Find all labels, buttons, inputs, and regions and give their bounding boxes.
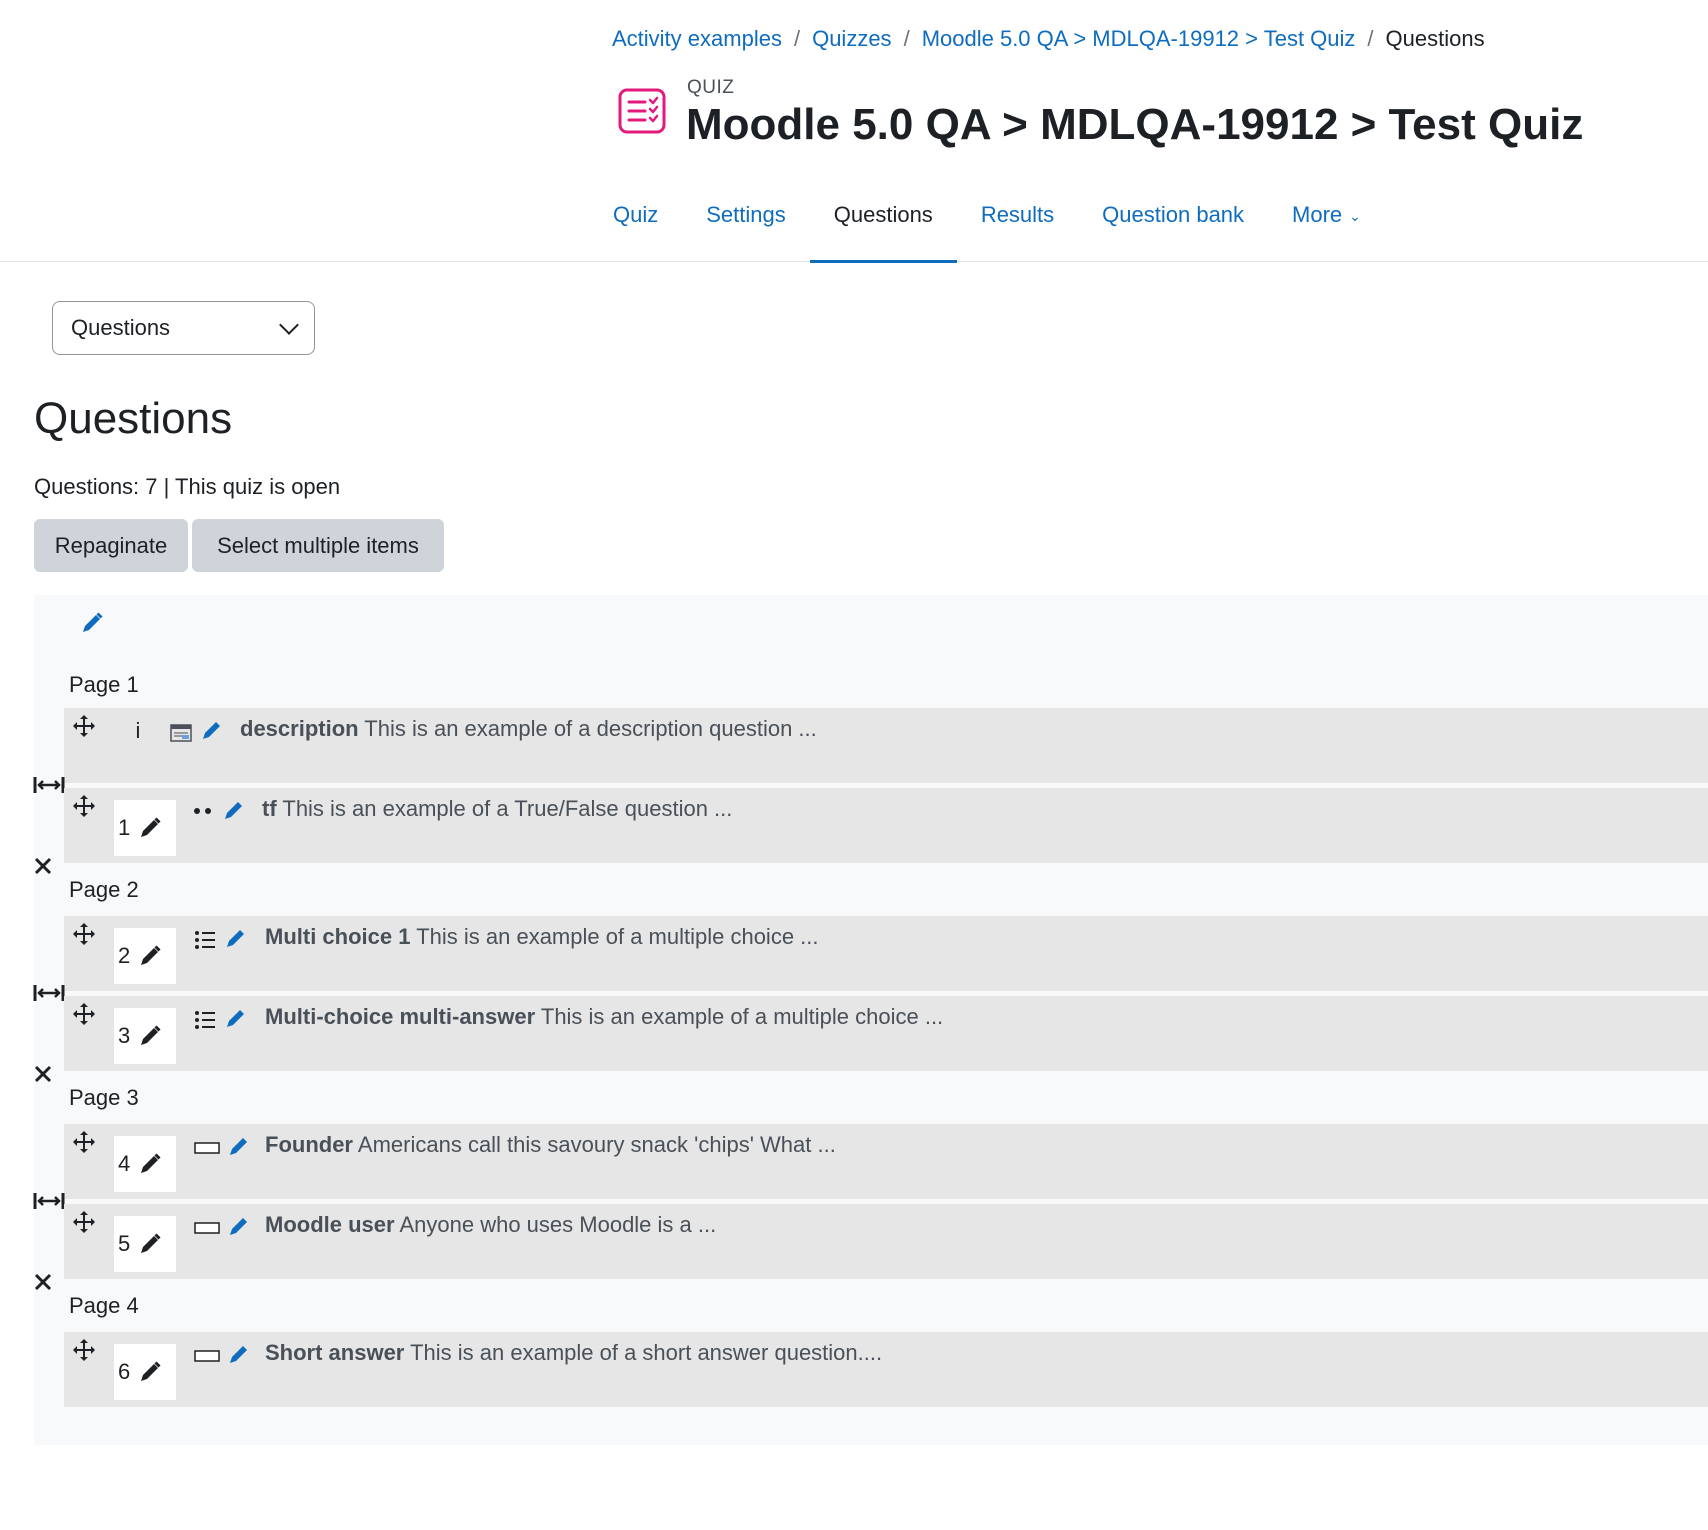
question-text[interactable] bbox=[240, 716, 817, 742]
question-row-short-answer bbox=[64, 1332, 1708, 1407]
move-icon[interactable] bbox=[72, 1338, 96, 1362]
edit-question-icon[interactable] bbox=[227, 1134, 251, 1158]
breadcrumb-activity-examples[interactable]: Activity examples bbox=[612, 26, 782, 51]
repaginate-button[interactable]: Repaginate bbox=[34, 519, 188, 572]
breadcrumb-separator: / bbox=[903, 26, 910, 51]
edit-maxmark-icon[interactable] bbox=[138, 1152, 162, 1176]
question-summary: This is an example of a True/False question ... bbox=[282, 796, 733, 821]
move-icon[interactable] bbox=[72, 714, 96, 738]
edit-question-icon[interactable] bbox=[227, 1342, 251, 1366]
tab-label: Question bank bbox=[1102, 202, 1245, 227]
edit-question-icon[interactable] bbox=[227, 1214, 251, 1238]
chevron-down-icon: ⌄ bbox=[1349, 208, 1361, 224]
question-text[interactable] bbox=[265, 1004, 943, 1030]
multichoice-icon bbox=[194, 930, 216, 950]
shortanswer-icon bbox=[194, 1350, 220, 1362]
question-summary: This is an example of a multiple choice ... bbox=[540, 1004, 944, 1029]
question-name: description bbox=[240, 716, 359, 741]
edit-maxmark-icon[interactable] bbox=[138, 1024, 162, 1048]
question-number-box bbox=[114, 800, 176, 856]
question-name: Moodle user bbox=[265, 1212, 395, 1237]
move-icon[interactable] bbox=[72, 794, 96, 818]
edit-maxmark-icon[interactable] bbox=[138, 816, 162, 840]
select-multiple-button[interactable]: Select multiple items bbox=[192, 519, 444, 572]
edit-question-icon[interactable] bbox=[200, 718, 224, 742]
quiz-icon bbox=[618, 88, 666, 134]
question-text[interactable] bbox=[265, 924, 819, 950]
question-summary: Anyone who uses Moodle is a ... bbox=[399, 1212, 717, 1237]
page-header bbox=[0, 0, 1708, 262]
question-name: Multi-choice multi-answer bbox=[265, 1004, 536, 1029]
tab-label: More bbox=[1292, 202, 1343, 227]
move-icon[interactable] bbox=[72, 1210, 96, 1234]
question-number: 5 bbox=[118, 1231, 131, 1256]
breadcrumb-separator: / bbox=[1367, 26, 1374, 51]
breadcrumb-separator: / bbox=[793, 26, 801, 51]
edit-maxmark-icon[interactable] bbox=[138, 944, 162, 968]
question-number-box bbox=[114, 1216, 176, 1272]
edit-maxmark-icon[interactable] bbox=[138, 1232, 162, 1256]
shortanswer-icon bbox=[194, 1142, 220, 1154]
tab-label: Settings bbox=[706, 202, 786, 227]
quiz-status: Questions: 7 | This quiz is open bbox=[34, 474, 341, 499]
move-icon[interactable] bbox=[72, 922, 96, 946]
question-number-box bbox=[114, 1136, 176, 1192]
question-summary: Americans call this savoury snack 'chips' What ... bbox=[357, 1132, 836, 1157]
breadcrumb-current: Questions bbox=[1385, 26, 1485, 51]
page-break-icon[interactable] bbox=[33, 1190, 65, 1212]
question-number-box bbox=[114, 928, 176, 984]
remove-page-break-icon[interactable] bbox=[33, 1064, 53, 1084]
question-name: Multi choice 1 bbox=[265, 924, 411, 949]
move-icon[interactable] bbox=[72, 1002, 96, 1026]
page-label-3: Page 3 bbox=[69, 1085, 139, 1110]
question-row-founder bbox=[64, 1124, 1708, 1199]
page-break-icon[interactable] bbox=[33, 982, 65, 1004]
question-row-moodle-user bbox=[64, 1204, 1708, 1279]
question-summary: This is an example of a description question ... bbox=[364, 716, 817, 741]
question-number: 1 bbox=[118, 815, 131, 840]
question-row-tf bbox=[64, 788, 1708, 863]
tab-quiz[interactable] bbox=[589, 192, 682, 262]
description-icon bbox=[170, 724, 192, 742]
question-name: Short answer bbox=[265, 1340, 405, 1365]
question-text[interactable] bbox=[265, 1340, 882, 1366]
remove-page-break-icon[interactable] bbox=[33, 1272, 53, 1292]
question-row-description bbox=[64, 708, 1708, 783]
page-break-icon[interactable] bbox=[33, 774, 65, 796]
question-number: 6 bbox=[118, 1359, 131, 1384]
question-name: tf bbox=[262, 796, 277, 821]
edit-maxmark-icon[interactable] bbox=[138, 1360, 162, 1384]
chevron-down-icon bbox=[279, 315, 299, 335]
tab-settings[interactable] bbox=[682, 192, 810, 262]
question-number-box bbox=[114, 1344, 176, 1400]
question-text[interactable] bbox=[262, 796, 732, 822]
question-text[interactable] bbox=[265, 1132, 836, 1158]
section-title: Questions bbox=[34, 394, 233, 443]
question-number: i bbox=[135, 718, 141, 743]
breadcrumb-quizzes[interactable]: Quizzes bbox=[812, 26, 892, 51]
secondary-navigation bbox=[589, 192, 1385, 262]
edit-section-heading-icon[interactable] bbox=[80, 611, 104, 635]
truefalse-icon bbox=[192, 806, 214, 816]
question-number: 3 bbox=[118, 1023, 131, 1048]
questions-nav-select[interactable] bbox=[52, 301, 315, 355]
move-icon[interactable] bbox=[72, 1130, 96, 1154]
activity-kicker: QUIZ bbox=[687, 77, 735, 98]
question-row-multichoice-multi bbox=[64, 996, 1708, 1071]
tab-question-bank[interactable] bbox=[1078, 192, 1268, 262]
remove-page-break-icon[interactable] bbox=[33, 856, 53, 876]
tab-more[interactable] bbox=[1268, 192, 1385, 262]
page-label-4: Page 4 bbox=[69, 1293, 139, 1318]
page-label-1: Page 1 bbox=[69, 672, 139, 697]
page-title: Moodle 5.0 QA > MDLQA-19912 > Test Quiz bbox=[686, 100, 1584, 149]
question-number-box bbox=[114, 1008, 176, 1064]
question-summary: This is an example of a short answer question.... bbox=[410, 1340, 883, 1365]
breadcrumb-quiz[interactable]: Moodle 5.0 QA > MDLQA-19912 > Test Quiz bbox=[921, 26, 1356, 51]
question-summary: This is an example of a multiple choice ... bbox=[416, 924, 819, 949]
breadcrumb bbox=[612, 26, 1485, 52]
edit-question-icon[interactable] bbox=[224, 1006, 248, 1030]
multichoice-icon bbox=[194, 1010, 216, 1030]
edit-question-icon[interactable] bbox=[222, 798, 246, 822]
question-name: Founder bbox=[265, 1132, 353, 1157]
tab-label: Results bbox=[980, 202, 1055, 227]
tab-label: Quiz bbox=[613, 202, 659, 227]
question-number: 2 bbox=[118, 943, 131, 968]
tab-label: Questions bbox=[833, 202, 933, 227]
question-text[interactable] bbox=[265, 1212, 716, 1238]
question-number: 4 bbox=[118, 1151, 131, 1176]
edit-question-icon[interactable] bbox=[224, 926, 248, 950]
shortanswer-icon bbox=[194, 1222, 220, 1234]
select-value: Questions bbox=[71, 315, 171, 340]
tab-questions[interactable] bbox=[810, 192, 957, 262]
page-label-2: Page 2 bbox=[69, 877, 139, 902]
question-row-multichoice-1 bbox=[64, 916, 1708, 991]
tab-results[interactable] bbox=[957, 192, 1078, 262]
